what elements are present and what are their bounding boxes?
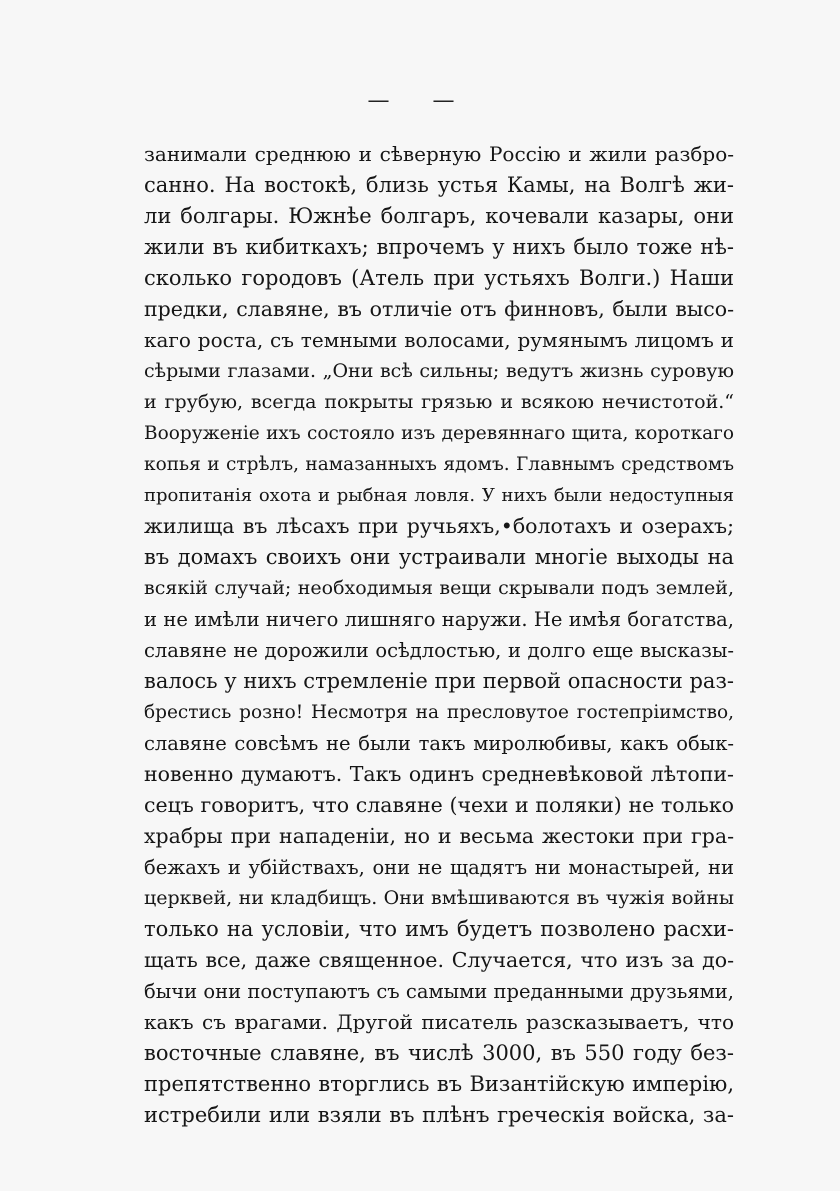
text-line: копья и стрѣлъ, намазанныхъ ядомъ. Главнымъ средствомъ (144, 454, 734, 475)
text-line: истребили или взяли въ плѣнъ греческія войска, за- (144, 1103, 734, 1127)
text-line: каго роста, съ темными волосами, румянымъ лицомъ и (144, 328, 734, 352)
text-line: пропитанія охота и рыбная ловля. У нихъ были недоступныя (144, 485, 734, 506)
text-line: славяне совсѣмъ не были такъ миролюбивы, какъ обык- (144, 732, 734, 755)
text-line: предки, славяне, въ отличіе отъ финновъ, были высо- (144, 297, 734, 321)
text-line: новенно думаютъ. Такъ одинъ средневѣковой лѣтопи- (144, 762, 734, 786)
text-line: Вооруженіе ихъ состояло изъ деревяннаго щита, короткаго (144, 423, 734, 444)
text-line: жили въ кибиткахъ; впрочемъ у нихъ было тоже нѣ- (144, 235, 734, 259)
text-line: восточные славяне, въ числѣ 3000, въ 550 году без- (144, 1041, 734, 1065)
text-line: брестись розно! Несмотря на пресловутое гостепріимство, (144, 702, 734, 723)
text-line: занимали среднюю и сѣверную Россію и жили разбро- (144, 142, 734, 166)
text-line: жилища въ лѣсахъ при ручьяхъ,•болотахъ и озерахъ; (144, 514, 734, 538)
text-line: въ домахъ своихъ они устраивали многіе выходы на (144, 545, 734, 569)
text-line: бычи они поступаютъ съ самыми преданными друзьями, (144, 980, 734, 1003)
text-line: санно. На востокѣ, близь устья Камы, на Волгѣ жи- (144, 173, 734, 197)
text-line: препятственно вторглись въ Византійскую имперію, (144, 1072, 734, 1096)
text-line: валось у нихъ стремленіе при первой опасности раз- (144, 669, 734, 693)
page-header: — — (367, 88, 473, 113)
text-line: какъ съ врагами. Другой писатель разсказываетъ, что (144, 1010, 734, 1034)
text-line: сколько городовъ (Атель при устьяхъ Волги.) Наши (144, 266, 734, 290)
text-line: храбры при нападеніи, но и весьма жестоки при гра- (144, 824, 734, 848)
text-line: церквей, ни кладбищъ. Они вмѣшиваются въ чужія войны (144, 887, 734, 909)
text-line: только на условіи, что имъ будетъ позволено расхи- (144, 917, 734, 941)
text-line: и не имѣли ничего лишняго наружи. Не имѣя богатства, (144, 608, 734, 631)
text-line: всякій случай; необходимыя вещи скрывали подъ землей, (144, 577, 734, 599)
text-line: славяне не дорожили осѣдлостью, и долго еще высказы- (144, 639, 734, 662)
text-line: бежахъ и убійствахъ, они не щадятъ ни монастырей, ни (144, 856, 734, 879)
text-line: и грубую, всегда покрыты грязью и всякою нечистотой.“ (144, 391, 734, 413)
text-line: ли болгары. Южнѣе болгаръ, кочевали казары, они (144, 204, 734, 228)
text-line: щать все, даже священное. Случается, что изъ за до- (144, 948, 734, 972)
text-line: сецъ говоритъ, что славяне (чехи и поляки) не только (144, 793, 734, 817)
body-text (144, 139, 734, 1131)
text-line: сѣрыми глазами. „Они всѣ сильны; ведутъ жизнь суровую (144, 360, 734, 382)
